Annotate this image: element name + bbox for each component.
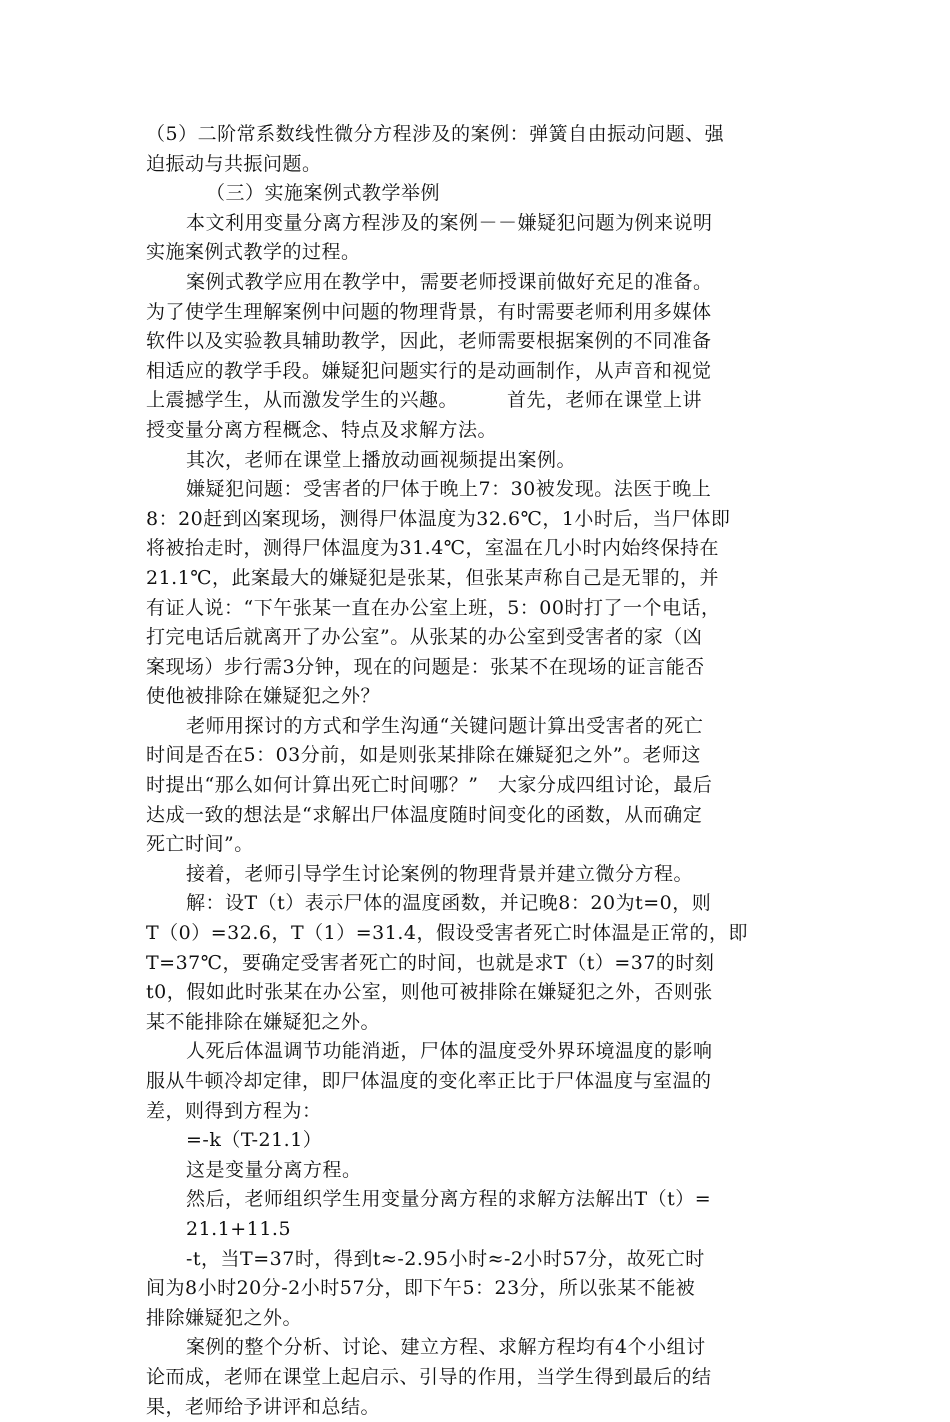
text-line: 果，老师给予讲评和总结。 [146,1395,381,1418]
text-line: 然后，老师组织学生用变量分离方程的求解方法解出T（t）= [186,1188,712,1211]
text-line: 案例式教学应用在教学中，需要老师授课前做好充足的准备。 [186,270,713,293]
text-line: 上震撼学生，从而激发学生的兴趣。 首先，老师在课堂上讲 [146,389,703,412]
text-line: 软件以及实验教具辅助教学，因此，老师需要根据案例的不同准备 [146,330,712,353]
document-page [146,120,806,1422]
text-line: 本文利用变量分离方程涉及的案例－－嫌疑犯问题为例来说明 [186,211,713,234]
text-line: 这是变量分离方程。 [186,1158,362,1181]
text-line: -t，当T=37时，得到t≈-2.95小时≈-2小时57分，故死亡时 [186,1247,705,1270]
text-line: 相适应的教学手段。嫌疑犯问题实行的是动画制作，从声音和视觉 [146,359,712,382]
text-line: 老师用探讨的方式和学生沟通“关键问题计算出受害者的死亡 [186,714,704,737]
text-line: 打完电话后就离开了办公室”。从张某的办公室到受害者的家（凶 [146,626,703,649]
text-line: 有证人说：“下午张某一直在办公室上班，5：00时打了一个电话， [146,596,721,619]
text-line: 服从牛顿冷却定律，即尸体温度的变化率正比于尸体温度与室温的 [146,1070,712,1092]
text-line: 21.1℃，此案最大的嫌疑犯是张某，但张某声称自己是无罪的，并 [146,566,720,589]
text-line: 间为8小时20分-2小时57分，即下午5：23分，所以张某不能被 [146,1277,696,1300]
text-line: 授变量分离方程概念、特点及求解方法。 [146,418,498,441]
text-line: 实施案例式教学的过程。 [146,241,361,264]
text-line: 时间是否在5：03分前，如是则张某排除在嫌疑犯之外”。老师这 [146,744,701,767]
text-line: 迫振动与共振问题。 [146,152,322,175]
text-line: （5）二阶常系数线性微分方程涉及的案例：弹簧自由振动问题、强 [146,123,725,145]
text-line: 排除嫌疑犯之外。 [146,1306,303,1329]
text-line: 案现场）步行需3分钟，现在的问题是：张某不在现场的证言能否 [146,655,705,678]
text-line: 死亡时间”。 [146,833,254,856]
text-line: 论而成，老师在课堂上起启示、引导的作用，当学生得到最后的结 [146,1365,712,1388]
text-line: 为了使学生理解案例中问题的物理背景，有时需要老师利用多媒体 [146,300,712,323]
text-line: T（0）=32.6，T（1）=31.4，假设受害者死亡时体温是正常的，即 [146,922,748,945]
text-line: 其次，老师在课堂上播放动画视频提出案例。 [186,448,577,471]
text-line: t0，假如此时张某在办公室，则他可被排除在嫌疑犯之外，否则张 [146,981,713,1004]
text-line: 差，则得到方程为： [146,1099,322,1122]
text-line: 8：20赶到凶案现场，测得尸体温度为32.6℃，1小时后，当尸体即 [146,507,731,530]
text-line: （三）实施案例式教学举例 [206,182,441,205]
text-line: 解：设T（t）表示尸体的温度函数，并记晚8：20为t=0，则 [186,892,712,915]
text-line: 使他被排除在嫌疑犯之外？ [146,685,381,708]
text-line: 将被抬走时，测得尸体温度为31.4℃，室温在几小时内始终保持在 [146,537,720,560]
text-line: 21.1+11.5 [186,1217,292,1240]
text-line: 时提出“那么如何计算出死亡时间哪？” 大家分成四组讨论，最后 [146,774,713,797]
text-line: T=37℃，要确定受害者死亡的时间，也就是求T（t）=37的时刻 [146,951,715,974]
text-line: 嫌疑犯问题：受害者的尸体于晚上7：30被发现。法医于晚上 [186,478,712,501]
text-line: 接着，老师引导学生讨论案例的物理背景并建立微分方程。 [186,862,694,885]
text-line: =-k（T-21.1） [186,1129,323,1152]
text-line: 人死后体温调节功能消逝，尸体的温度受外界环境温度的影响 [186,1040,713,1063]
text-line: 达成一致的想法是“求解出尸体温度随时间变化的函数，从而确定 [146,803,703,826]
text-line: 某不能排除在嫌疑犯之外。 [146,1010,381,1033]
text-line: 案例的整个分析、讨论、建立方程、求解方程均有4个小组讨 [186,1336,706,1359]
